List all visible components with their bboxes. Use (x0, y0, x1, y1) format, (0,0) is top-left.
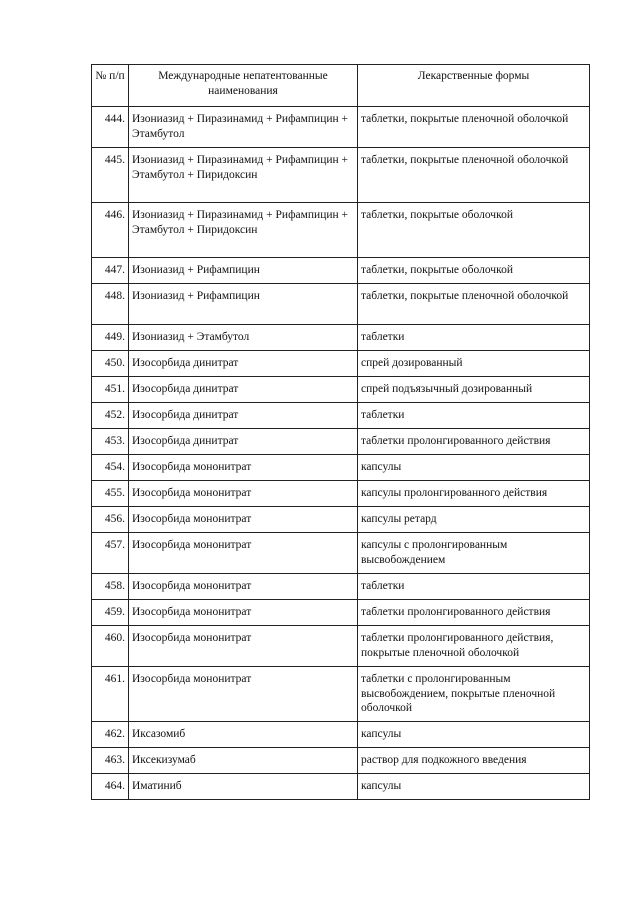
row-number: 448. (92, 284, 129, 325)
drug-name: Изониазид + Пиразинамид + Рифампицин + Этамбутол (129, 107, 358, 148)
dosage-form: таблетки, покрытые пленочной оболочкой (358, 284, 590, 325)
table-row (92, 258, 590, 284)
row-number: 455. (92, 481, 129, 507)
dosage-form: таблетки (358, 325, 590, 351)
drug-name: Изосорбида мононитрат (129, 667, 358, 722)
row-number: 460. (92, 626, 129, 667)
table-row (92, 748, 590, 774)
row-number: 453. (92, 429, 129, 455)
dosage-form: таблетки пролонгированного действия (358, 600, 590, 626)
drug-name: Изосорбида динитрат (129, 377, 358, 403)
table-row (92, 722, 590, 748)
drug-name: Изониазид + Рифампицин (129, 284, 358, 325)
drug-name: Изосорбида мононитрат (129, 455, 358, 481)
table-row (92, 325, 590, 351)
drug-name: Иксазомиб (129, 722, 358, 748)
dosage-form: раствор для подкожного введения (358, 748, 590, 774)
row-number: 458. (92, 574, 129, 600)
table-row (92, 600, 590, 626)
table-row (92, 533, 590, 574)
table-row (92, 284, 590, 325)
row-number: 459. (92, 600, 129, 626)
dosage-form: таблетки (358, 403, 590, 429)
drug-name: Изониазид + Пиразинамид + Рифампицин + Этамбутол + Пиридоксин (129, 203, 358, 258)
table-row (92, 148, 590, 203)
table-row (92, 507, 590, 533)
row-number: 454. (92, 455, 129, 481)
drug-name: Изосорбида динитрат (129, 429, 358, 455)
row-number: 447. (92, 258, 129, 284)
drug-forms-table (91, 64, 590, 800)
table-row (92, 481, 590, 507)
drug-name: Изосорбида мононитрат (129, 600, 358, 626)
table-row (92, 203, 590, 258)
table-row (92, 429, 590, 455)
drug-name: Изосорбида мононитрат (129, 507, 358, 533)
header-dosage-form: Лекарственные формы (358, 65, 590, 107)
dosage-form: таблетки, покрытые оболочкой (358, 203, 590, 258)
row-number: 449. (92, 325, 129, 351)
dosage-form: капсулы с пролонгированным высвобождением (358, 533, 590, 574)
dosage-form: капсулы пролонгированного действия (358, 481, 590, 507)
row-number: 462. (92, 722, 129, 748)
row-number: 463. (92, 748, 129, 774)
row-number: 464. (92, 774, 129, 800)
row-number: 461. (92, 667, 129, 722)
drug-name: Изосорбида динитрат (129, 403, 358, 429)
dosage-form: спрей дозированный (358, 351, 590, 377)
drug-name: Изосорбида мононитрат (129, 626, 358, 667)
table-row (92, 107, 590, 148)
dosage-form: таблетки с пролонгированным высвобождением, покрытые пленочной оболочкой (358, 667, 590, 722)
dosage-form: спрей подъязычный дозированный (358, 377, 590, 403)
row-number: 446. (92, 203, 129, 258)
table-row (92, 455, 590, 481)
drug-name: Изосорбида динитрат (129, 351, 358, 377)
row-number: 444. (92, 107, 129, 148)
table-header-row (92, 65, 590, 107)
dosage-form: таблетки (358, 574, 590, 600)
dosage-form: таблетки, покрытые пленочной оболочкой (358, 107, 590, 148)
dosage-form: капсулы (358, 774, 590, 800)
table-row (92, 774, 590, 800)
header-international-name: Международные непатентованные наименования (129, 65, 358, 107)
dosage-form: таблетки пролонгированного действия (358, 429, 590, 455)
dosage-form: капсулы (358, 722, 590, 748)
row-number: 451. (92, 377, 129, 403)
table-row (92, 403, 590, 429)
dosage-form: капсулы ретард (358, 507, 590, 533)
table-row (92, 667, 590, 722)
drug-name: Изосорбида мононитрат (129, 574, 358, 600)
dosage-form: капсулы (358, 455, 590, 481)
drug-name: Изосорбида мононитрат (129, 481, 358, 507)
drug-name: Изониазид + Пиразинамид + Рифампицин + Этамбутол + Пиридоксин (129, 148, 358, 203)
table-row (92, 626, 590, 667)
table-row (92, 574, 590, 600)
table-row (92, 377, 590, 403)
drug-name: Изосорбида мононитрат (129, 533, 358, 574)
row-number: 450. (92, 351, 129, 377)
drug-name: Изониазид + Рифампицин (129, 258, 358, 284)
row-number: 445. (92, 148, 129, 203)
table-row (92, 351, 590, 377)
row-number: 452. (92, 403, 129, 429)
drug-name: Изониазид + Этамбутол (129, 325, 358, 351)
dosage-form: таблетки, покрытые пленочной оболочкой (358, 148, 590, 203)
drug-name: Иматиниб (129, 774, 358, 800)
row-number: 457. (92, 533, 129, 574)
header-number: № п/п (92, 65, 129, 107)
row-number: 456. (92, 507, 129, 533)
dosage-form: таблетки, покрытые оболочкой (358, 258, 590, 284)
dosage-form: таблетки пролонгированного действия, покрытые пленочной оболочкой (358, 626, 590, 667)
drug-name: Иксекизумаб (129, 748, 358, 774)
